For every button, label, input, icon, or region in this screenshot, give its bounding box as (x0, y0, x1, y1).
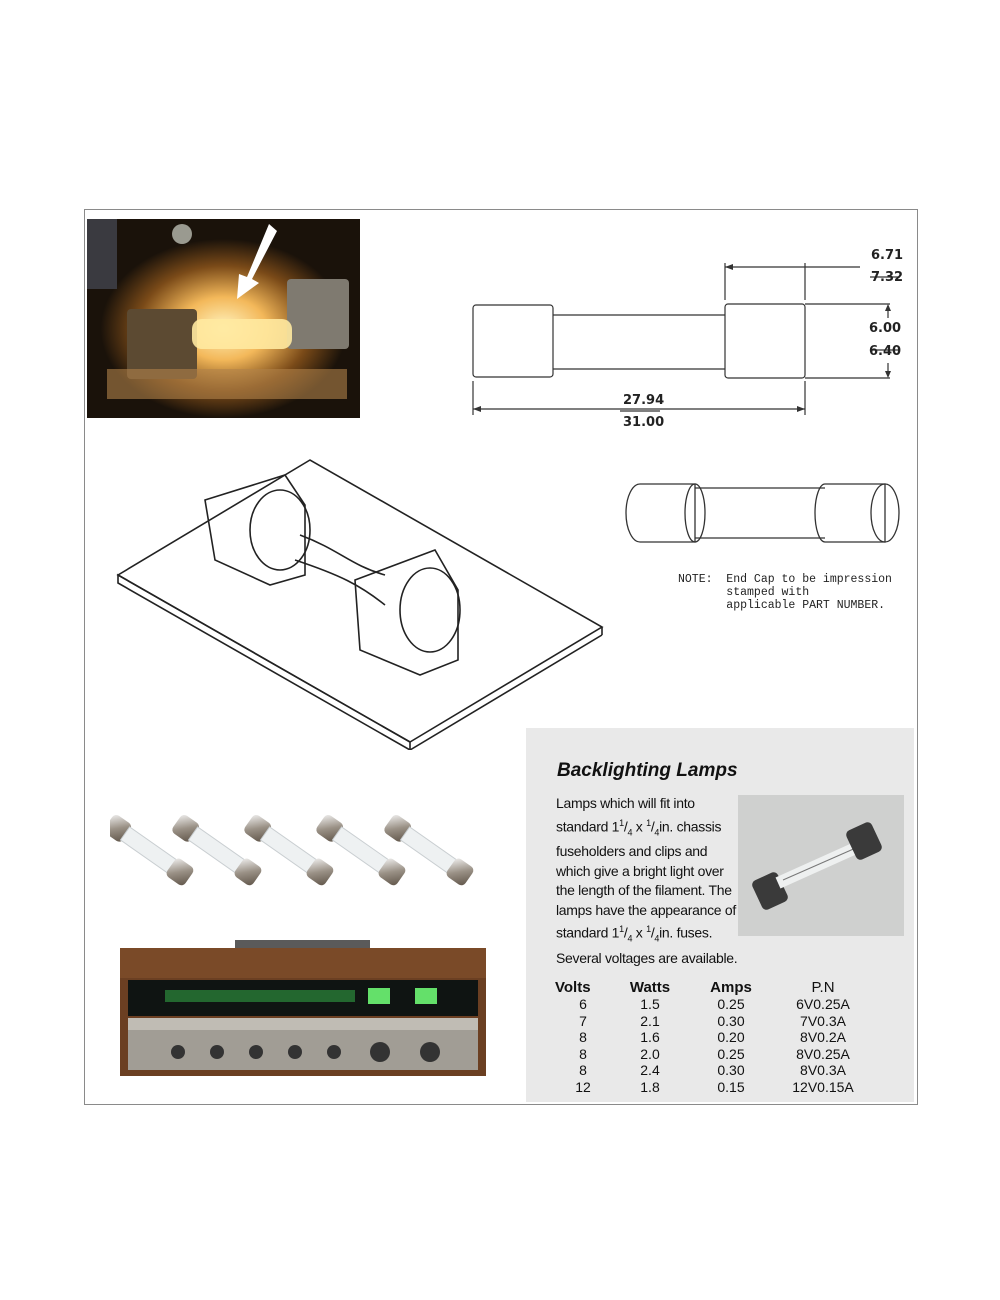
header-amps: Amps (710, 979, 752, 996)
stereo-receiver-photo (120, 940, 486, 1076)
diameter-min: 6.00 (869, 321, 902, 336)
lamp-dimension-drawing (460, 245, 920, 435)
lamp-perspective-drawing (620, 478, 905, 550)
single-lamp-photo (738, 795, 904, 936)
spec-row: 6 1.5 0.25 6V0.25A (579, 996, 850, 1012)
spec-header-row (555, 979, 900, 996)
spec-row: 8 2.0 0.25 8V0.25A (579, 1045, 850, 1062)
cap-width-max: 6.71 (871, 248, 904, 263)
spec-row: 8 1.6 0.20 8V0.2A (579, 1029, 846, 1045)
length-min: 27.94 (623, 393, 665, 408)
lamps-row-photo (110, 805, 500, 905)
cap-width-min: 7.32 (871, 270, 904, 285)
diameter-max: 6.40 (869, 344, 902, 359)
spec-row: 12 1.8 0.15 12V0.15A (575, 1078, 854, 1095)
spec-row: 7 2.1 0.30 7V0.3A (579, 1012, 846, 1029)
header-watts: Watts (629, 979, 671, 996)
end-cap-note: NOTE: End Cap to be impression stamped with applicable PART NUMBER. (678, 573, 892, 612)
header-volts: Volts (555, 979, 591, 996)
length-max: 31.00 (623, 415, 665, 430)
spec-table (555, 979, 900, 1095)
lamp-in-holder-photo (87, 219, 360, 418)
spec-row: 8 2.4 0.30 8V0.3A (579, 1062, 846, 1078)
panel-description: Lamps which will fit into standard $1^1/_4$ x $^1/_4in$. chassis fuseholders and clips and which give a bright light over the length of the filament. The lamps have the appearance of standard $1^1/_4$ x $^1/_4in$. fuses. Several voltages are available. (556, 795, 738, 967)
header-pn: P.N (811, 979, 835, 996)
fuse-clip-board-drawing (110, 455, 610, 750)
panel-title: Backlighting Lamps (557, 760, 738, 781)
